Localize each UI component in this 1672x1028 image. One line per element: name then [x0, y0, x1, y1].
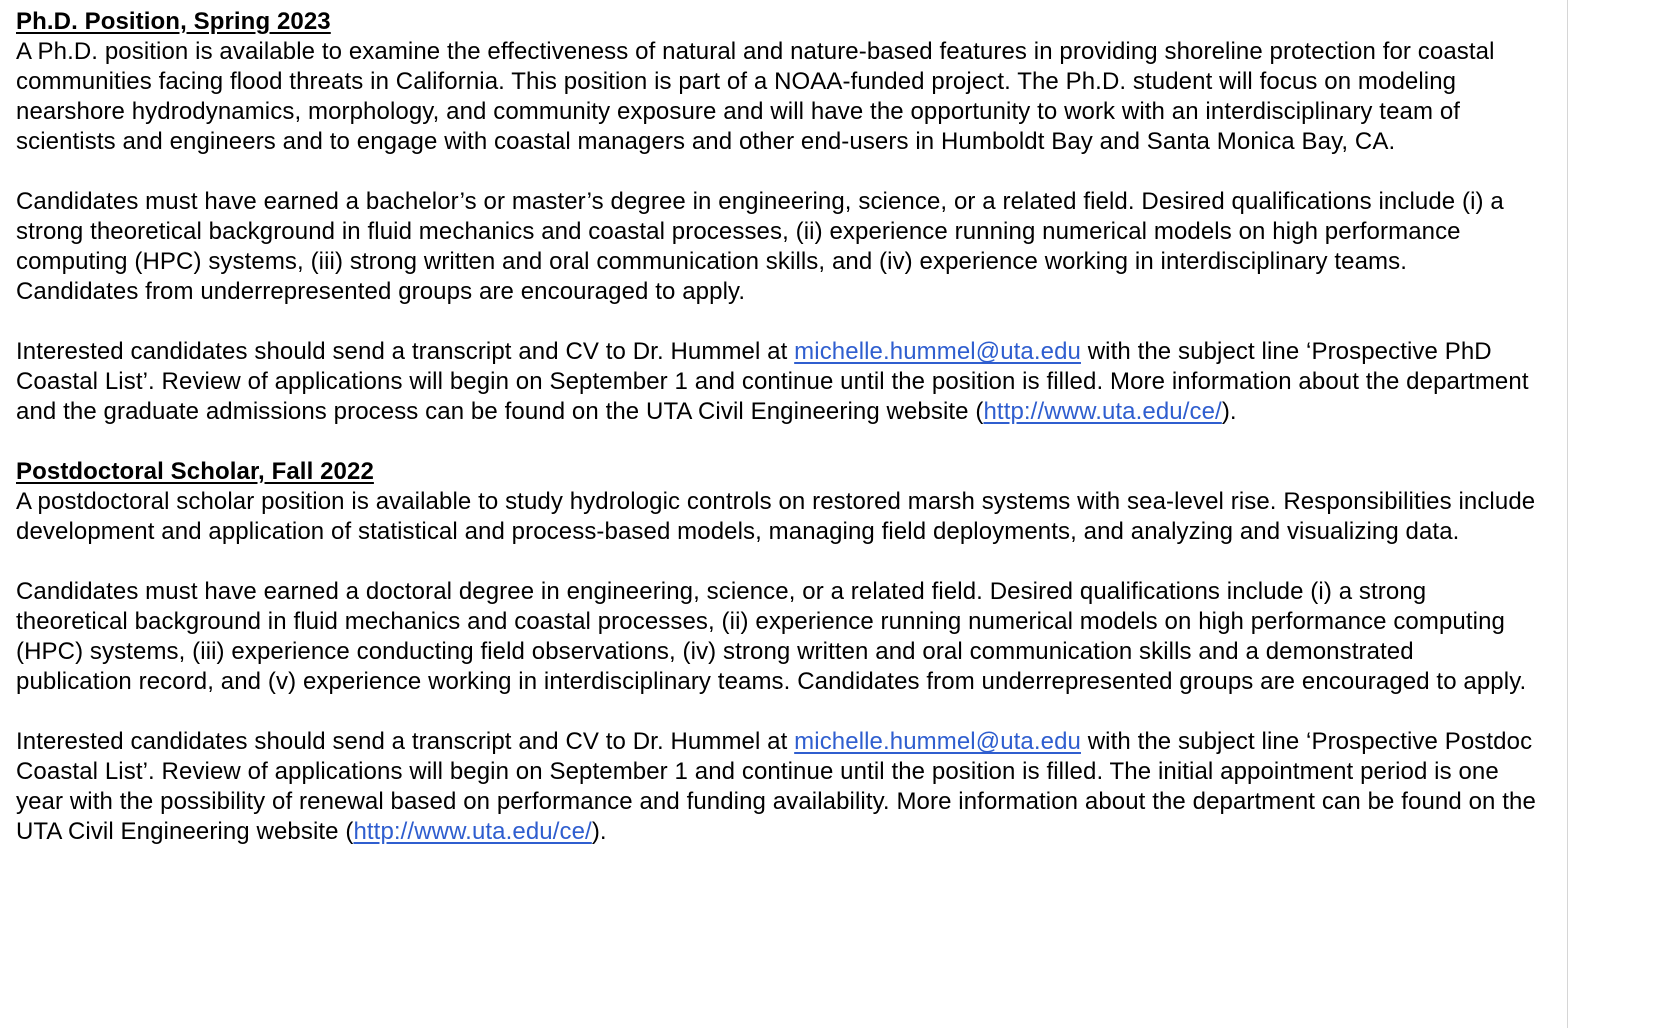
paragraph-text: Interested candidates should send a transcript and CV to Dr. Hummel at: [16, 338, 795, 365]
paragraph-text: with the subject line ‘Prospective PhD Coastal List’. Review of applications will begin on September 1 and continue until the position is filled. More information about the department and the graduate admissions process can be found on the UTA Civil Engineering website (: [16, 338, 1529, 425]
email-link[interactable]: michelle.hummel@uta.edu: [794, 728, 1081, 755]
section-paragraph: Candidates must have earned a doctoral degree in engineering, science, or a related field. Desired qualifications include (i) a strong theoretical background in fluid mechanics and coastal processes, (ii) experience running numerical models on high performance computing (HPC) systems, (iii) experience conducting field observations, (iv) strong written and oral communication skills and a demonstrated publication record, and (v) experience working in interdisciplinary teams. Candidates from underrepresented groups are encouraged to apply.: [16, 578, 1527, 695]
website-link[interactable]: http://www.uta.edu/ce/: [983, 398, 1222, 425]
paragraph-gap: [16, 547, 1536, 577]
website-link[interactable]: http://www.uta.edu/ce/: [353, 818, 592, 845]
paragraph-gap: [16, 307, 1536, 337]
paragraph-text: Interested candidates should send a transcript and CV to Dr. Hummel at: [16, 728, 795, 755]
section-heading: Ph.D. Position, Spring 2023: [16, 8, 331, 35]
email-link[interactable]: michelle.hummel@uta.edu: [794, 338, 1081, 365]
paragraph-text: with the subject line ‘Prospective Postdoc Coastal List’. Review of applications will begin on September 1 and continue until the position is filled. The initial appointment period is one year with the possibility of renewal based on performance and funding availability. More information about the department can be found on the UTA Civil Engineering website (: [16, 728, 1536, 845]
document-body: [16, 7, 1536, 847]
section-gap: [16, 427, 1536, 457]
postdoc-position-section: [16, 457, 1536, 847]
section-paragraph: A postdoctoral scholar position is available to study hydrologic controls on restored marsh systems with sea-level rise. Responsibilities include development and application of statistical and process-based models, managing field deployments, and analyzing and visualizing data.: [16, 488, 1536, 545]
section-paragraph: [16, 727, 1536, 847]
paragraph-text: ).: [591, 818, 607, 845]
phd-position-section: [16, 7, 1536, 427]
paragraph-gap: [16, 157, 1536, 187]
section-paragraph: [16, 337, 1536, 427]
section-paragraph: Candidates must have earned a bachelor’s or master’s degree in engineering, science, or a related field. Desired qualifications include (i) a strong theoretical background in fluid mechanics and coastal processes, (ii) experience running numerical models on high performance computing (HPC) systems, (iii) strong written and oral communication skills, and (iv) experience working in interdisciplinary teams. Candidates from underrepresented groups are encouraged to apply.: [16, 188, 1504, 305]
paragraph-text: ).: [1221, 398, 1237, 425]
right-margin-divider: [1567, 0, 1672, 1028]
paragraph-gap: [16, 697, 1536, 727]
section-heading: Postdoctoral Scholar, Fall 2022: [16, 458, 374, 485]
section-paragraph: A Ph.D. position is available to examine the effectiveness of natural and nature-based features in providing shoreline protection for coastal communities facing flood threats in California. This position is part of a NOAA-funded project. The Ph.D. student will focus on modeling nearshore hydrodynamics, morphology, and community exposure and will have the opportunity to work with an interdisciplinary team of scientists and engineers and to engage with coastal managers and other end-users in Humboldt Bay and Santa Monica Bay, CA.: [16, 38, 1495, 155]
